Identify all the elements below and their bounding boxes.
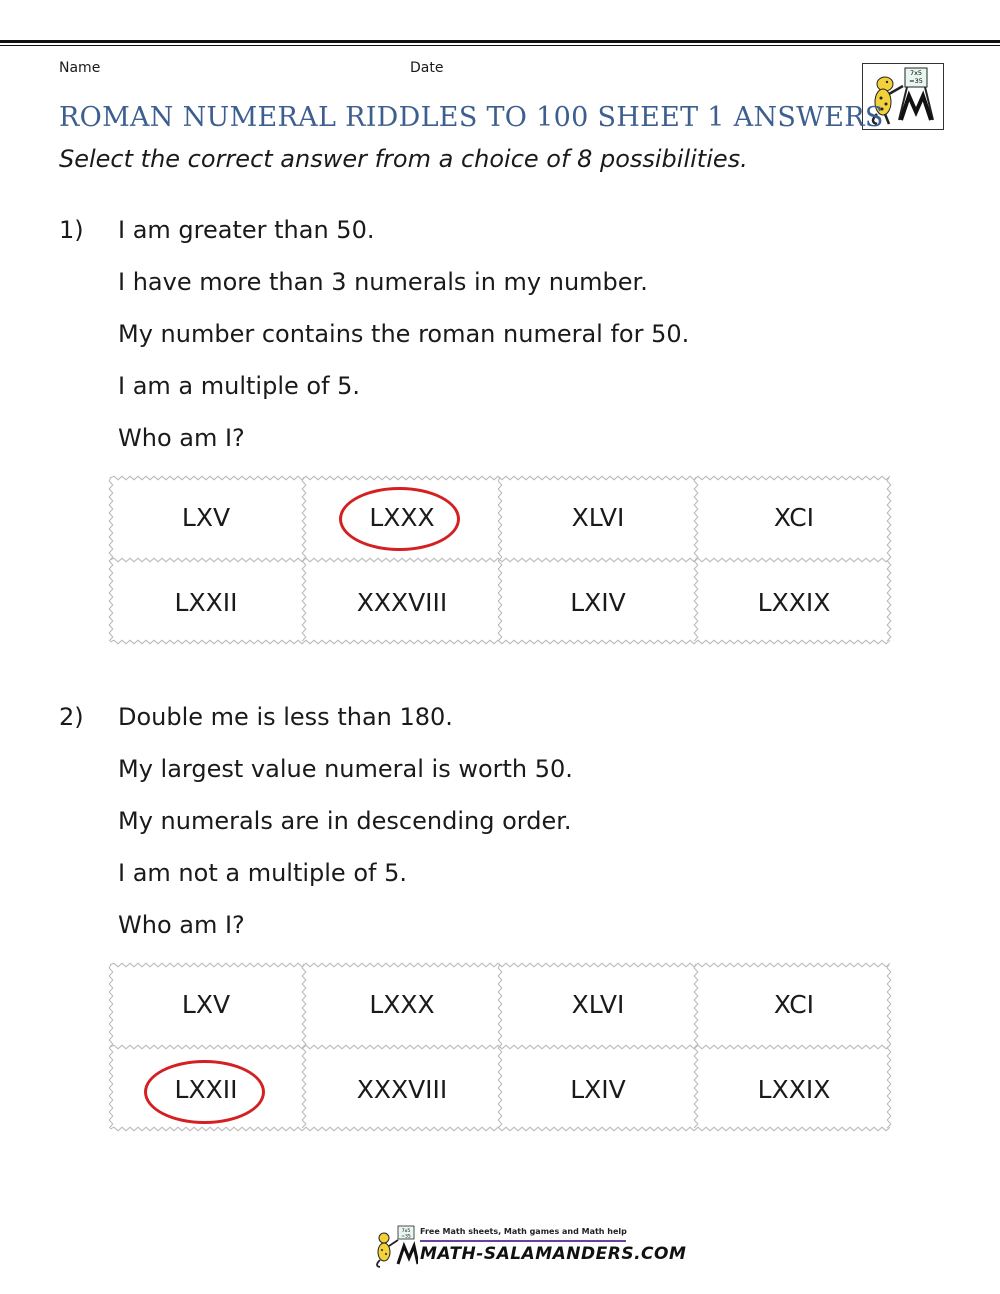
question-1-clue: I have more than 3 numerals in my number. — [118, 268, 648, 296]
footer-site-name: MATH-SALAMANDERS.COM — [420, 1244, 687, 1264]
choice-cell[interactable]: LXV — [181, 503, 231, 532]
choice-cell[interactable]: LXXIX — [757, 1075, 831, 1104]
question-1-clue: I am a multiple of 5. — [118, 372, 361, 400]
choice-cell[interactable]: LXXII — [174, 1075, 238, 1104]
choice-cell[interactable]: LXXX — [369, 990, 435, 1019]
footer-tagline: Free Math sheets, Math games and Math help — [420, 1227, 627, 1236]
question-2-clue: My numerals are in descending order. — [118, 807, 572, 835]
question-2-clue: My largest value numeral is worth 50. — [118, 755, 573, 783]
question-2-number: 2) — [59, 703, 84, 731]
question-2-prompt: Who am I? — [118, 911, 245, 939]
name-label: Name — [59, 60, 101, 76]
choice-cell[interactable]: LXIV — [570, 588, 626, 617]
footer-salamander-icon — [372, 1224, 418, 1268]
question-1-clue: I am greater than 50. — [118, 216, 375, 244]
choice-cell[interactable]: LXV — [181, 990, 231, 1019]
choice-cell[interactable]: XXXVIII — [356, 1075, 448, 1104]
choice-cell[interactable]: XCI — [773, 503, 815, 532]
top-rule — [0, 40, 1000, 43]
question-2-clue: I am not a multiple of 5. — [118, 859, 407, 887]
question-2-choices — [108, 962, 892, 1132]
logo-text-top: 7x5 — [909, 69, 923, 77]
footer-logo-text-bottom: =35 — [401, 1234, 411, 1240]
choice-cell[interactable]: LXXX — [369, 503, 435, 532]
choice-cell[interactable]: LXXIX — [757, 588, 831, 617]
footer-logo-text-top: 7x5 — [401, 1229, 411, 1234]
question-1-clue: My number contains the roman numeral for 50. — [118, 320, 690, 348]
footer-branding — [372, 1224, 687, 1268]
choice-cell[interactable]: LXIV — [570, 1075, 626, 1104]
question-1-choices — [108, 475, 892, 645]
logo-text-bottom: =35 — [909, 77, 923, 85]
choice-cell[interactable]: XLVI — [571, 990, 625, 1019]
footer-underline — [420, 1240, 626, 1242]
choice-cell[interactable]: XXXVIII — [356, 588, 448, 617]
choice-cell[interactable]: XCI — [773, 990, 815, 1019]
answer-circle — [339, 487, 460, 551]
choice-cell[interactable]: LXXII — [174, 588, 238, 617]
top-rule-thin — [0, 45, 1000, 46]
worksheet-instructions: Select the correct answer from a choice of 8 possibilities. — [59, 145, 748, 173]
question-1-number: 1) — [59, 216, 84, 244]
question-2-clue: Double me is less than 180. — [118, 703, 453, 731]
choice-cell[interactable]: XLVI — [571, 503, 625, 532]
answer-circle — [144, 1060, 265, 1124]
date-label: Date — [410, 60, 444, 76]
worksheet-title: ROMAN NUMERAL RIDDLES TO 100 SHEET 1 ANSWERS — [59, 102, 884, 133]
question-1-prompt: Who am I? — [118, 424, 245, 452]
